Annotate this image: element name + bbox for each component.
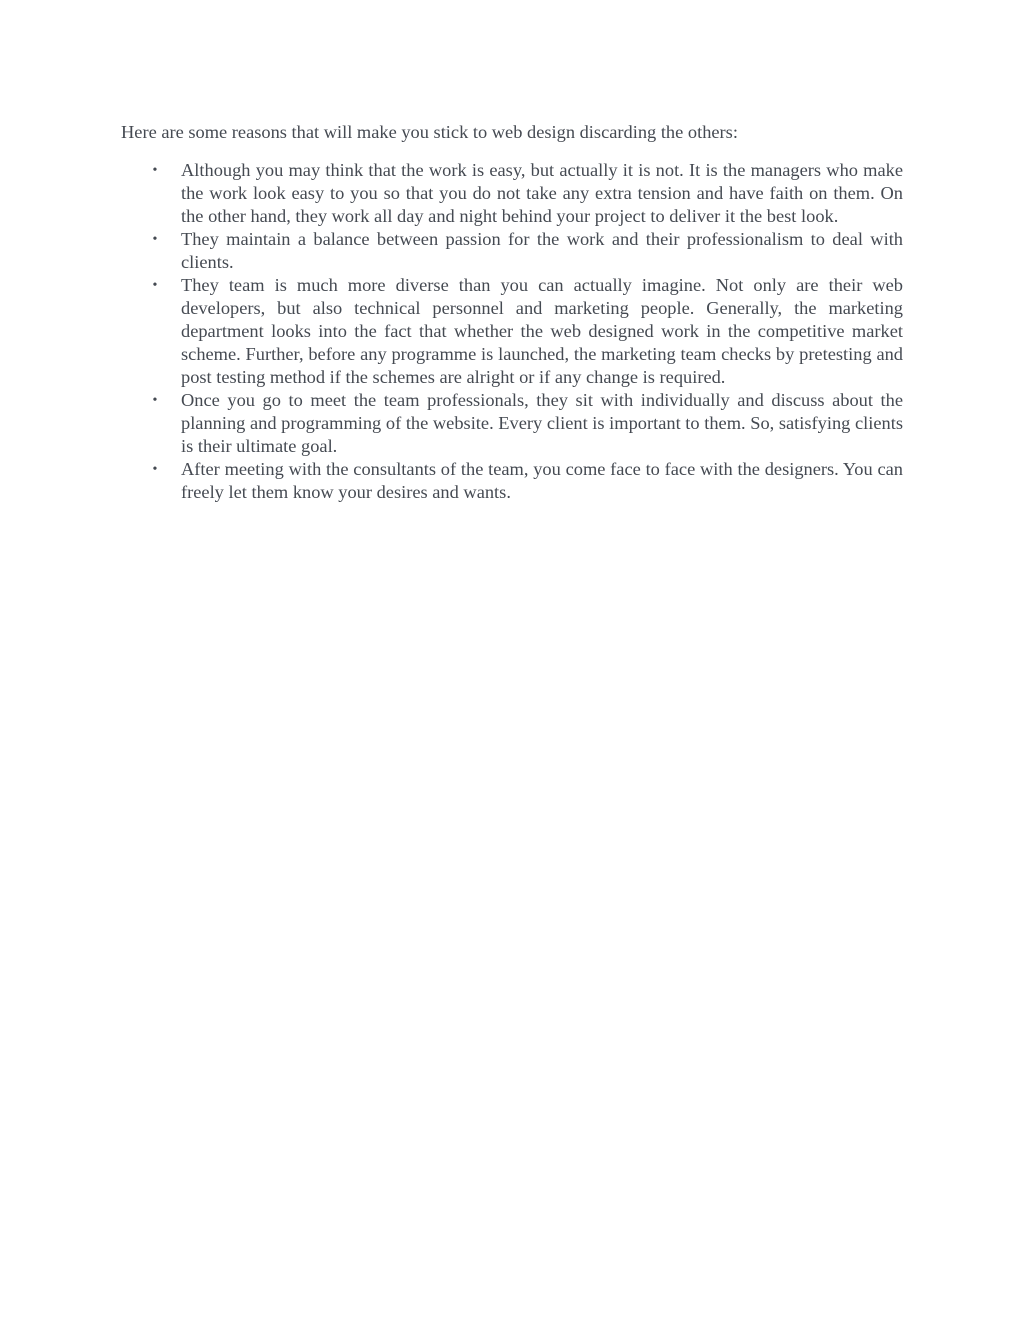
list-item — [121, 389, 903, 458]
list-item — [121, 458, 903, 504]
bullet-icon: • — [152, 278, 158, 293]
list-item-text: After meeting with the consultants of the team, you come face to face with the designers. You can freely let them know your desires and wants. — [181, 459, 903, 502]
list-item-text: They team is much more diverse than you can actually imagine. Not only are their web developers, but also technical personnel and marketing people. Generally, the marketing department looks into the fact that whether the web designed work in the competitive market scheme. Further, before any programme is launched, the marketing team checks by pretesting and post testing method if the schemes are alright or if any change is required. — [181, 275, 903, 387]
bullet-icon: • — [152, 462, 158, 477]
list-item — [121, 228, 903, 274]
list-item — [121, 159, 903, 228]
intro-paragraph: Here are some reasons that will make you stick to web design discarding the others: — [121, 122, 738, 142]
document-body — [121, 121, 903, 504]
list-item-text: Once you go to meet the team professionals, they sit with individually and discuss about the planning and programming of the website. Every client is important to them. So, satisfying clients is their ultimate goal. — [181, 390, 903, 456]
list-item-text: They maintain a balance between passion for the work and their professionalism to deal with clients. — [181, 229, 903, 272]
list-item-text: Although you may think that the work is easy, but actually it is not. It is the managers who make the work look easy to you so that you do not take any extra tension and have faith on them. On the other hand, they work all day and night behind your project to deliver it the best look. — [181, 160, 903, 226]
reasons-list — [121, 159, 903, 504]
bullet-icon: • — [152, 163, 158, 178]
bullet-icon: • — [152, 393, 158, 408]
bullet-icon: • — [152, 232, 158, 247]
list-item — [121, 274, 903, 389]
